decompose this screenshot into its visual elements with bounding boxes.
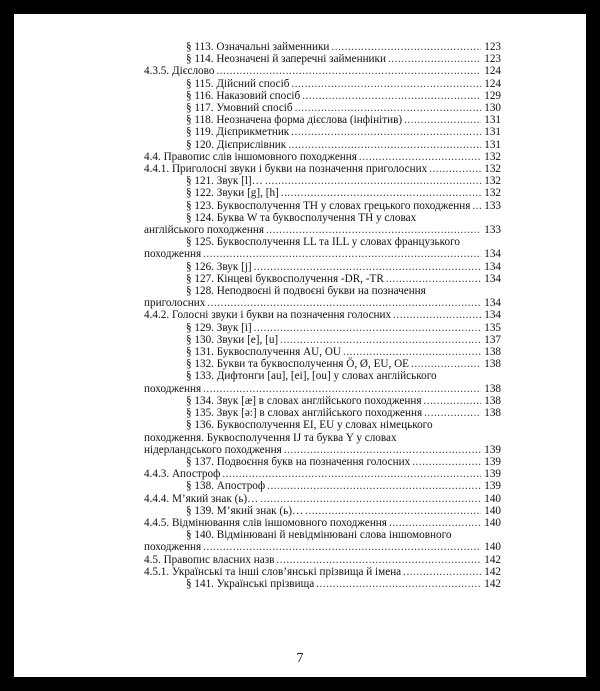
dot-leader xyxy=(254,261,481,273)
dot-leader xyxy=(260,493,481,505)
toc-entry xyxy=(144,407,501,419)
toc-page-number: 130 xyxy=(484,102,501,115)
toc-entry-title: походження. Буквосполучення IJ та буква Y у словах xyxy=(144,431,397,444)
toc-entry xyxy=(144,480,501,492)
toc-entry xyxy=(144,334,501,346)
toc-entry-title: походження xyxy=(144,248,202,261)
toc-entry xyxy=(144,322,501,334)
toc-page-number: 131 xyxy=(484,138,501,151)
toc-page-number: 139 xyxy=(484,468,501,481)
toc-entry xyxy=(144,358,501,370)
dot-leader xyxy=(316,578,481,590)
toc-entry-title: 4.5. Правопис власних назв xyxy=(144,553,275,566)
dot-leader xyxy=(472,200,481,212)
toc-entry-title: § 138. Апостроф xyxy=(186,480,266,493)
toc-entry-title: походження xyxy=(144,382,202,395)
toc-entry-title: § 114. Неозначені й заперечні займенники xyxy=(186,53,386,66)
toc-entry-title: англійського походження xyxy=(144,224,264,237)
toc-page-number: 134 xyxy=(484,272,501,285)
toc-page-number: 134 xyxy=(484,297,501,310)
toc-entry xyxy=(144,493,501,505)
toc-page-number: 124 xyxy=(484,65,501,78)
toc-entry-title: § 123. Буквосполучення TH у словах грецького походження xyxy=(186,199,471,212)
toc-entry xyxy=(144,395,501,407)
toc-entry xyxy=(144,236,501,260)
toc-page-number: 124 xyxy=(484,77,501,90)
toc-entry-title: § 129. Звук [i] xyxy=(186,321,252,334)
dot-leader xyxy=(404,114,481,126)
toc-entry-title: 4.4.2. Голосні звуки і букви на позначення голосних xyxy=(144,309,392,322)
toc-entry xyxy=(144,468,501,480)
toc-entry xyxy=(144,370,501,394)
toc-entry xyxy=(144,517,501,529)
toc-entry-title: § 120. Дієприслівник xyxy=(186,138,287,151)
dot-leader xyxy=(305,505,481,517)
toc-page-number: 134 xyxy=(484,309,501,322)
toc-page-number: 135 xyxy=(484,321,501,334)
toc-entry-title: 4.3.5. Дієслово xyxy=(144,65,215,78)
toc-entry-title: § 116. Наказовий спосіб xyxy=(186,89,301,102)
toc-page-number: 138 xyxy=(484,346,501,359)
toc-entry-title: § 118. Неозначена форма дієслова (інфінітив) xyxy=(186,114,403,127)
toc-entry-title: § 130. Звуки [e], [u] xyxy=(186,333,279,346)
table-of-contents xyxy=(144,41,501,590)
dot-leader xyxy=(281,187,481,199)
toc-entry-title: § 113. Означальні займенники xyxy=(186,41,330,53)
toc-entry-title: § 121. Звук [l]… xyxy=(186,175,263,188)
toc-entry-title: 4.4. Правопис слів іншомовного походження xyxy=(144,150,357,163)
dot-leader xyxy=(203,248,481,260)
dot-leader xyxy=(207,297,481,309)
toc-entry xyxy=(144,554,501,566)
toc-page-number: 140 xyxy=(484,504,501,517)
dot-leader xyxy=(265,175,481,187)
dot-leader xyxy=(203,383,481,395)
dot-leader xyxy=(203,541,481,553)
dot-leader xyxy=(412,456,481,468)
toc-page-number: 137 xyxy=(484,333,501,346)
toc-page-number: 129 xyxy=(484,89,501,102)
dot-leader xyxy=(403,566,481,578)
toc-entry-title: § 125. Буквосполучення LL та ILL у словах французького xyxy=(186,236,460,249)
dot-leader xyxy=(393,309,481,321)
toc-entry-title: § 137. Подвоєння букв на позначення голосних xyxy=(186,455,411,468)
dot-leader xyxy=(216,65,481,77)
toc-entry-title: § 115. Дійсний спосіб xyxy=(186,77,290,90)
toc-entry xyxy=(144,102,501,114)
toc-entry xyxy=(144,273,501,285)
dot-leader xyxy=(331,41,481,53)
toc-page-number: 123 xyxy=(484,53,501,66)
dot-leader xyxy=(343,346,481,358)
toc-entry xyxy=(144,505,501,517)
toc-entry-title: походження xyxy=(144,541,202,554)
toc-page-number: 140 xyxy=(484,492,501,505)
dot-leader xyxy=(295,102,481,114)
toc-entry xyxy=(144,346,501,358)
toc-entry-title: 4.4.3. Апостроф xyxy=(144,468,221,481)
toc-entry xyxy=(144,309,501,321)
toc-entry-title: § 139. М’який знак (ь)… xyxy=(186,504,304,517)
toc-entry xyxy=(144,175,501,187)
toc-entry xyxy=(144,151,501,163)
toc-page-number: 140 xyxy=(484,516,501,529)
toc-entry-title: 4.4.1. Приголосні звуки і букви на позначення приголосних xyxy=(144,163,428,176)
toc-page-number: 123 xyxy=(484,41,501,53)
toc-entry-title: § 135. Звук [ə:] в словах англійського походження xyxy=(186,407,423,420)
toc-entry-title: § 131. Буквосполучення AU, OU xyxy=(186,346,342,359)
toc-entry xyxy=(144,78,501,90)
toc-entry-title: нідерландського походження xyxy=(144,443,282,456)
toc-entry-title: § 119. Дієприкметник xyxy=(186,126,290,139)
toc-page-number: 142 xyxy=(484,565,501,578)
toc-entry-title: § 127. Кінцеві буквосполучення -DR, -TR xyxy=(186,272,384,285)
dot-leader xyxy=(429,163,481,175)
toc-page-number: 142 xyxy=(484,577,501,590)
toc-page-number: 131 xyxy=(484,114,501,127)
dot-leader xyxy=(411,358,481,370)
toc-entry xyxy=(144,578,501,590)
toc-entry xyxy=(144,285,501,309)
toc-entry-title: 4.4.5. Відмінювання слів іншомовного походження xyxy=(144,516,387,529)
toc-page-number: 138 xyxy=(484,382,501,395)
dot-leader xyxy=(386,273,481,285)
toc-entry xyxy=(144,65,501,77)
toc-entry xyxy=(144,53,501,65)
dot-leader xyxy=(284,444,481,456)
dot-leader xyxy=(291,78,481,90)
toc-page-number: 131 xyxy=(484,126,501,139)
toc-entry xyxy=(144,456,501,468)
toc-page-number: 133 xyxy=(484,224,501,237)
dot-leader xyxy=(424,407,481,419)
toc-entry xyxy=(144,126,501,138)
toc-entry-title: 4.5.1. Українські та інші слов’янські прізвища й імена xyxy=(144,565,402,578)
toc-entry-title: приголосних xyxy=(144,297,206,310)
toc-entry xyxy=(144,114,501,126)
dot-leader xyxy=(359,151,481,163)
toc-page-number: 138 xyxy=(484,407,501,420)
toc-entry-title: 4.4.4. М’який знак (ь)… xyxy=(144,492,259,505)
toc-entry xyxy=(144,529,501,553)
toc-entry xyxy=(144,200,501,212)
toc-page-number: 133 xyxy=(484,199,501,212)
dot-leader xyxy=(389,517,481,529)
toc-page-number: 132 xyxy=(484,150,501,163)
dot-leader xyxy=(388,53,481,65)
toc-page-number: 139 xyxy=(484,443,501,456)
toc-entry-title: § 132. Букви та буквосполучення Ö, Ø, EU, OE xyxy=(186,358,410,371)
toc-page-number: 132 xyxy=(484,163,501,176)
dot-leader xyxy=(276,554,481,566)
dot-leader xyxy=(254,322,481,334)
toc-entry xyxy=(144,90,501,102)
toc-entry-title: § 134. Звук [æ] в словах англійського походження xyxy=(186,394,422,407)
toc-entry-title: § 133. Дифтонги [au], [ei], [ou] у словах англійського xyxy=(186,370,437,383)
page-number: 7 xyxy=(296,651,304,666)
toc-page-number: 139 xyxy=(484,455,501,468)
toc-entry xyxy=(144,139,501,151)
toc-entry xyxy=(144,419,501,456)
toc-entry xyxy=(144,163,501,175)
toc-entry-title: § 136. Буквосполучення EI, EU у словах німецького xyxy=(186,419,433,432)
dot-leader xyxy=(280,334,481,346)
toc-entry-title: § 140. Відмінювані й невідмінювані слова іншомовного xyxy=(186,529,452,542)
toc-page-number: 134 xyxy=(484,248,501,261)
toc-page-number: 138 xyxy=(484,394,501,407)
toc-page-number: 134 xyxy=(484,260,501,273)
toc-entry-title: § 126. Звук [j] xyxy=(186,260,252,273)
toc-entry-title: § 124. Буква W та буквосполучення TH у словах xyxy=(186,211,417,224)
toc-page-number: 132 xyxy=(484,175,501,188)
dot-leader xyxy=(291,126,481,138)
document-page xyxy=(14,14,586,677)
toc-entry-title: § 122. Звуки [g], [h] xyxy=(186,187,279,200)
toc-entry-title: § 128. Неподвоєні й подвоєні букви на позначення xyxy=(186,285,426,298)
toc-page-number: 139 xyxy=(484,480,501,493)
toc-entry xyxy=(144,212,501,236)
dot-leader xyxy=(222,468,481,480)
toc-entry xyxy=(144,41,501,53)
toc-entry-title: § 117. Умовний спосіб xyxy=(186,102,293,115)
dot-leader xyxy=(302,90,481,102)
toc-page-number: 132 xyxy=(484,187,501,200)
dot-leader xyxy=(266,224,481,236)
toc-page-number: 140 xyxy=(484,541,501,554)
dot-leader xyxy=(267,480,481,492)
toc-entry-title: § 141. Українські прізвища xyxy=(186,577,315,590)
toc-entry xyxy=(144,566,501,578)
dot-leader xyxy=(288,139,481,151)
dot-leader xyxy=(424,395,482,407)
toc-page-number: 138 xyxy=(484,358,501,371)
toc-entry xyxy=(144,187,501,199)
toc-entry xyxy=(144,261,501,273)
toc-page-number: 142 xyxy=(484,553,501,566)
